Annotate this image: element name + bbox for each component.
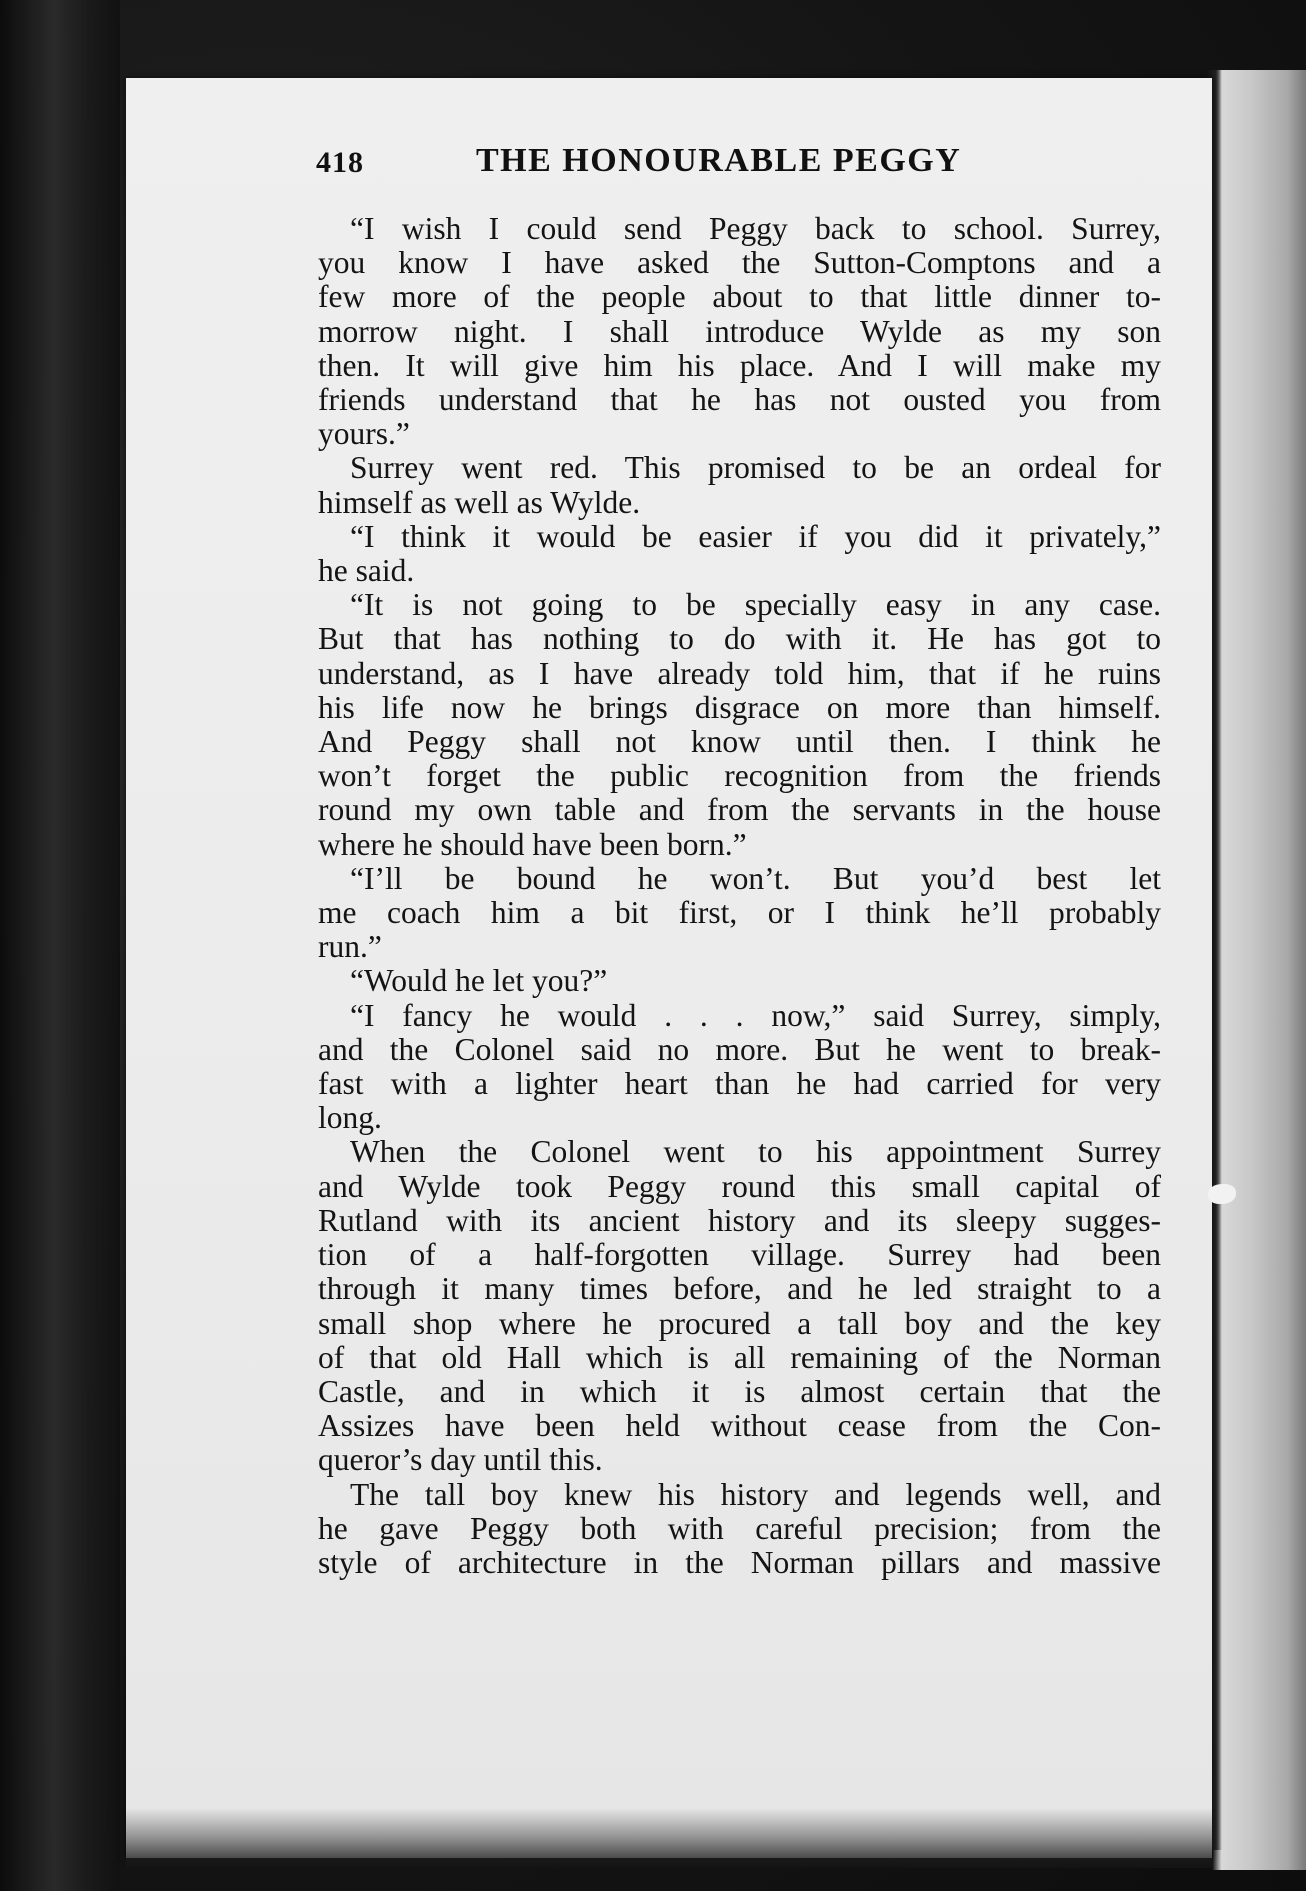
- text-line: The tall boy knew his history and legends well, and: [350, 1476, 1161, 1512]
- text-line: round my own table and from the servants in the house: [318, 792, 1161, 828]
- text-line: he gave Peggy both with careful precision; from the: [318, 1510, 1161, 1546]
- text-line: “I’ll be bound he won’t. But you’d best let: [350, 860, 1161, 896]
- book-spine-shadow: [0, 0, 120, 1891]
- text-line: When the Colonel went to his appointment Surrey: [350, 1134, 1161, 1170]
- text-line: through it many times before, and he led straight to a: [318, 1271, 1161, 1307]
- text-line: Castle, and in which it is almost certain that the: [318, 1373, 1161, 1409]
- text-line: “I fancy he would . . . now,” said Surrey, simply,: [350, 997, 1161, 1033]
- text-line: run.”: [318, 929, 382, 965]
- text-line: Assizes have been held without cease from the Con-: [318, 1408, 1161, 1444]
- text-line: small shop where he procured a tall boy and the key: [318, 1305, 1161, 1341]
- text-line: me coach him a bit first, or I think he’ll probably: [318, 895, 1161, 931]
- margin-blemish: [1208, 1184, 1236, 1204]
- text-line: “I wish I could send Peggy back to school. Surrey,: [350, 211, 1161, 246]
- text-line: and the Colonel said no more. But he went to break-: [318, 1031, 1161, 1067]
- text-line: “It is not going to be specially easy in any case.: [350, 587, 1161, 623]
- text-line: his life now he brings disgrace on more than himself.: [318, 689, 1161, 725]
- text-line: you know I have asked the Sutton-Comptons and a: [318, 245, 1161, 281]
- text-line: And Peggy shall not know until then. I think he: [318, 724, 1161, 760]
- page-bottom-shadow: [126, 1808, 1212, 1868]
- text-line: of that old Hall which is all remaining of the Norman: [318, 1339, 1161, 1375]
- page-number: 418: [316, 146, 364, 179]
- text-line: yours.”: [318, 416, 410, 452]
- facing-page-edge: [1212, 70, 1306, 1870]
- text-line: friends understand that he has not ousted you from: [318, 382, 1161, 418]
- text-line: style of architecture in the Norman pillars and massive: [318, 1544, 1161, 1580]
- text-line: queror’s day until this.: [318, 1442, 603, 1478]
- text-line: “Would he let you?”: [350, 963, 608, 999]
- text-line: tion of a half-forgotten village. Surrey had been: [318, 1237, 1161, 1273]
- text-line: fast with a lighter heart than he had carried for very: [318, 1066, 1161, 1102]
- text-line: long.: [318, 1100, 382, 1136]
- body-text: [318, 212, 1161, 1580]
- text-line: himself as well as Wylde.: [318, 484, 641, 520]
- text-line: he said.: [318, 553, 415, 589]
- book-title: THE HONOURABLE PEGGY: [476, 142, 962, 179]
- text-line: Rutland with its ancient history and its sleepy sugges-: [318, 1202, 1161, 1238]
- text-line: won’t forget the public recognition from the friends: [318, 758, 1161, 794]
- text-line: “I think it would be easier if you did it privately,”: [350, 518, 1161, 554]
- text-line: few more of the people about to that little dinner to-: [318, 279, 1161, 315]
- running-head: [316, 142, 1036, 188]
- text-line: and Wylde took Peggy round this small capital of: [318, 1168, 1161, 1204]
- text-line: Surrey went red. This promised to be an ordeal for: [350, 450, 1161, 486]
- text-line: then. It will give him his place. And I will make my: [318, 347, 1161, 383]
- text-line: where he should have been born.”: [318, 826, 747, 862]
- text-line: morrow night. I shall introduce Wylde as my son: [318, 313, 1161, 349]
- text-line: But that has nothing to do with it. He has got to: [318, 621, 1161, 657]
- text-line: understand, as I have already told him, that if he ruins: [318, 655, 1161, 691]
